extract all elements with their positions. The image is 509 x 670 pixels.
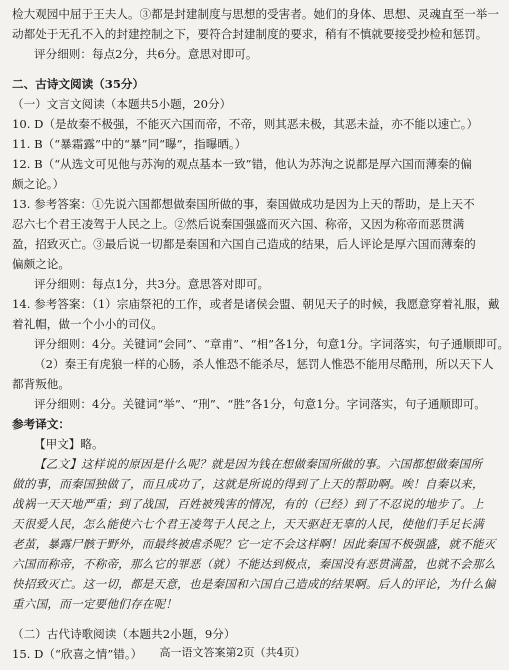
answer-q12: 颇之论。） [12, 177, 65, 191]
subsection-heading: （二）古代诗歌阅读（本题共2小题，9分） [12, 627, 236, 641]
scoring-note: 评分细则：每点1分，共3分。意思答对即可。 [34, 277, 270, 291]
text-line: 检大观园中屈于王夫人。③都是封建制度与思想的受害者。她们的身体、思想、灵魂直至一举一 [12, 7, 499, 21]
translation-yi: 天很爱人民，怎么能使六七个君王凌驾于人民之上，天天驱赶无辜的人民，使他们手足长满 [12, 517, 484, 531]
scoring-note: 评分细则：每点2分，共6分。意思对即可。 [34, 47, 258, 61]
subsection-heading: （一）文言文阅读（本题共5小题，20分） [12, 97, 232, 111]
translation-yi: 快招致灭亡。这一切，都是天意，也是秦国和六国自己造成的结果啊。后人的评论，为什么偏 [12, 577, 496, 591]
answer-q14-2: 都背叛他。 [12, 377, 70, 391]
answer-q13: 偏颇之论。 [12, 257, 70, 271]
translation-yi: 做的事，而秦国独做了，而且成功了，这就是所说的得到了上天的帮助啊。唉！自秦以来， [12, 477, 484, 491]
text-line: 动都处于无孔不入的封建控制之下，要符合封建制度的要求，稍有不慎就要接受抄检和惩罚。 [12, 27, 488, 41]
translation-yi: 【乙文】这样说的原因是什么呢？就是因为钱在想做秦国所做的事。六国都想做秦国所 [34, 457, 483, 471]
scoring-note: 评分细则：4分。关键词“会同”、“章甫”、“相”各1分，句意1分。字词落实，句子通顺即可。 [34, 337, 509, 351]
answer-q10: 10. D（是故秦不极强，不能灭六国而帝，不帝，则其恶未极，其恶未益，亦不能以速亡。） [12, 117, 479, 131]
translation-yi: 老茧，暴露尸骸于野外，而最终被虐杀呢？它一定不会这样啊！因此秦国不极强盛，就不能灭 [12, 537, 496, 551]
translation-yi: 六国而称帝，不称帝，那么它的罪恶（就）不能达到极点，秦国没有恶贯满盈，也就不会那么 [12, 557, 496, 571]
translation-yi: 战祸一天天地严重；到了战国，百姓被残害的情况，有的（已经）到了不忍说的地步了。上 [12, 497, 484, 511]
page-footer: 高一语文答案第2页（共4页） [159, 646, 306, 659]
translation-yi: 重六国，而一定要他们存在呢！ [12, 597, 178, 611]
translation-jia: 【甲文】略。 [34, 437, 104, 451]
answer-q13: 盈，招致灭亡。③最后说一切都是秦国和六国自己造成的结果，后人评论是厚六国而薄秦的 [12, 237, 476, 251]
answer-q11: 11. B（“暴霜露”中的“暴”同“曝”，指曝晒。） [12, 137, 247, 151]
answer-q12: 12. B（“从选文可见他与苏洵的观点基本一致”错，他认为苏洵之说都是厚六国而薄秦的偏 [12, 157, 472, 171]
section-heading: 二、古诗文阅读（35分） [12, 77, 145, 91]
translation-heading: 参考译文： [12, 417, 70, 431]
scoring-note: 评分细则：4分。关键词“举”、“刑”、“胜”各1分，句意1分。字词落实，句子通顺即可。 [34, 397, 486, 411]
answer-q13: 忍六七个君王凌驾于人民之上。②然后说秦国强盛而灭六国、称帝，又因为称帝而恶贯满 [12, 217, 465, 231]
answer-q14-2: （2）秦王有虎狼一样的心肠，杀人惟恐不能杀尽，惩罚人惟恐不能用尽酷刑，所以天下人 [34, 357, 494, 371]
answer-q14: 14. 参考答案：（1）宗庙祭祀的工作，或者是诸侯会盟、朝见天子的时候，我愿意穿着礼服，戴 [12, 297, 500, 311]
answer-q15: 15. D（“欣喜之情”错。） [12, 647, 143, 661]
answer-q13: 13. 参考答案：①先说六国都想做秦国所做的事，秦国做成功是因为上天的帮助，是上天不 [12, 197, 475, 211]
answer-page [12, 0, 509, 664]
answer-q14: 着礼帽，做一个小小的司仪。 [12, 317, 163, 331]
